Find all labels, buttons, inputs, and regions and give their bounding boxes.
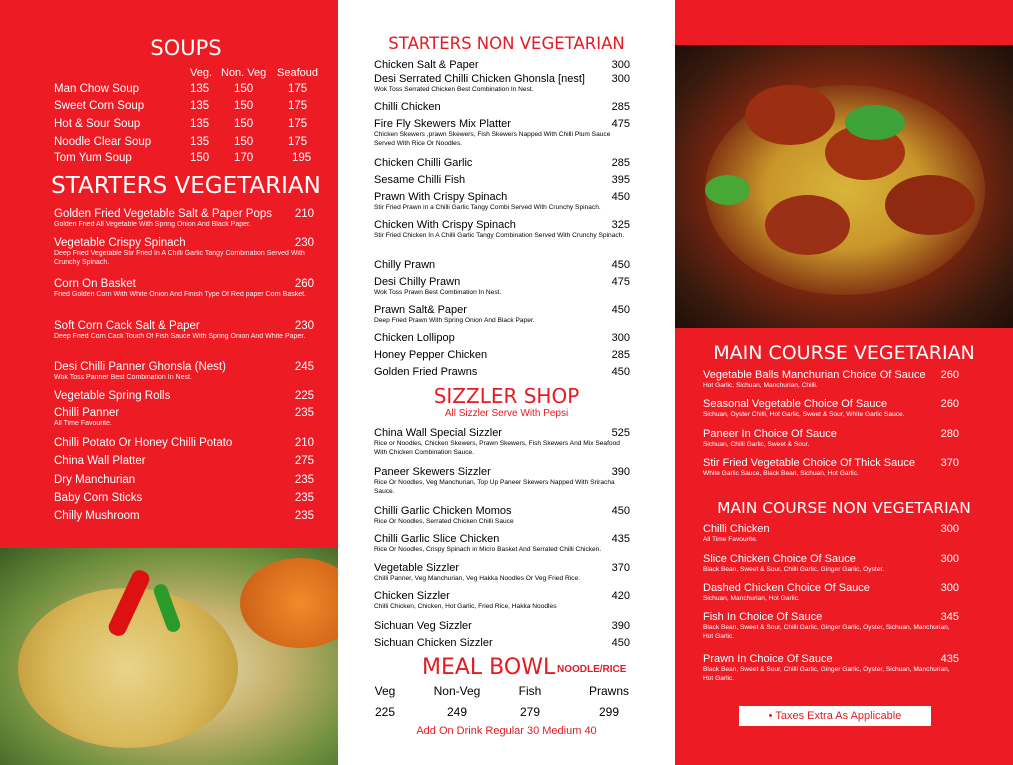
item-price: 245 — [294, 361, 314, 373]
item-name: Honey Pepper Chicken — [374, 349, 488, 361]
item-price: 235 — [294, 407, 314, 419]
starters-nonveg-title: STARTERS NON VEGETARIAN — [388, 34, 625, 53]
item-name: Seasonal Vegetable Choice Of Sauce — [703, 398, 888, 410]
menu-item — [374, 101, 630, 113]
item-name: Chilli Chicken — [374, 101, 441, 113]
menu-item — [54, 474, 314, 486]
item-desc: Chilli Chicken, Chicken, Hot Garlic, Fried Rice, Hakka Noodles — [374, 603, 557, 610]
item-name: Golden Fried Vegetable Salt & Paper Pops — [54, 208, 273, 220]
item-name: Vegetable Sizzler — [374, 562, 459, 574]
menu-item — [703, 398, 959, 419]
meal-price-prawns: 299 — [598, 705, 620, 719]
item-price: 300 — [611, 332, 630, 344]
item-price: 525 — [611, 427, 630, 439]
menu-item — [703, 523, 959, 544]
item-price: 230 — [294, 320, 314, 332]
item-price: 285 — [611, 157, 630, 169]
item-name: Chicken Chilli Garlic — [374, 157, 473, 169]
item-price: 450 — [611, 191, 630, 203]
item-desc: Rice or Noodles, Chicken Skewers, Prawn Skewers, Fish Skewers And Mix Seafood With Chicken Combination Sauce. — [374, 440, 620, 456]
item-name: Chilli Garlic Chicken Momos — [374, 505, 512, 517]
item-price: 225 — [294, 390, 314, 402]
item-desc: All Time Favourite. — [54, 420, 112, 427]
menu-item — [54, 237, 314, 267]
menu-item — [54, 492, 314, 504]
menu-item — [374, 505, 630, 526]
item-desc: Fried Golden Corn With White Onion And Finish Type Of Red paper Corn Basket. — [54, 291, 306, 298]
meal-header-prawns: Prawns — [588, 684, 629, 698]
menu-item — [703, 457, 959, 478]
item-name: Vegetable Spring Rolls — [54, 390, 171, 402]
item-price: 420 — [611, 590, 630, 602]
item-price: 300 — [940, 553, 959, 565]
item-name: Golden Fried Prawns — [374, 366, 478, 378]
item-name: Desi Serrated Chilli Chicken Ghonsla [nest] — [374, 73, 585, 85]
soup-price-nonveg: 170 — [234, 152, 254, 164]
soup-name: Tom Yum Soup — [54, 152, 132, 164]
item-name: Desi Chilli Panner Ghonsla (Nest) — [54, 361, 226, 373]
item-price: 475 — [611, 118, 630, 130]
item-desc: Wok Toss Panner Best Combination In Nest. — [54, 374, 192, 381]
menu-item — [374, 427, 630, 457]
item-name: Baby Corn Sticks — [54, 492, 143, 504]
menu-item — [703, 582, 959, 603]
item-desc: Golden Fried All Vegetable With Spring Onion And Black Paper. — [54, 221, 251, 228]
menu-item — [54, 455, 314, 467]
right-panel — [675, 0, 1013, 765]
item-price: 235 — [294, 510, 314, 522]
item-name: Chilly Mushroom — [54, 510, 140, 522]
item-desc: Black Bean, Sweet & Sour, Chilli Garlic, Ginger Garlic, Oyster, Sichuan, Manchurian, Hot Garlic. — [703, 666, 950, 682]
item-name: Chilly Prawn — [374, 259, 436, 271]
menu-item — [374, 349, 630, 361]
meal-price-fish: 279 — [519, 705, 541, 719]
item-name: Dry Manchurian — [54, 474, 136, 486]
menu-item — [54, 320, 314, 341]
menu-item — [54, 390, 314, 402]
meal-price-veg: 225 — [374, 705, 396, 719]
soup-price-veg: 135 — [190, 136, 210, 148]
soup-name: Sweet Corn Soup — [54, 100, 145, 112]
soup-row — [54, 100, 324, 116]
menu-item — [54, 437, 314, 449]
item-desc: Wok Toss Serrated Chicken Best Combination In Nest. — [374, 86, 534, 93]
item-price: 280 — [940, 428, 959, 440]
menu-item — [374, 332, 630, 344]
item-desc: Rice Or Noodles, Veg Manchurian, Top Up Paneer Skewers Napped With Sriracha Sauce. — [374, 479, 615, 495]
item-price: 450 — [611, 259, 630, 271]
item-desc: White Garlic Sauce, Black Bean, Sichuan, Hot Garlic. — [703, 470, 859, 477]
item-price: 475 — [611, 276, 630, 288]
menu-item — [374, 466, 630, 496]
soup-name: Hot & Sour Soup — [54, 118, 141, 130]
item-desc: Chicken Skewers ,prawn Skewers, Fish Skewers Napped With Chilli Plum Sauce Served With Rice Or Noodles. — [374, 131, 611, 147]
item-price: 300 — [940, 582, 959, 594]
item-desc: Rice Or Noodles, Crispy Spinach in Micro Basket And Serrated Chilli Chicken. — [374, 546, 602, 553]
item-desc: Black Bean, Sweet & Sour, Chilli Garlic, Ginger Garlic, Oyster, Sichuan, Manchurian, Hot Garlic. — [703, 624, 950, 640]
starters-veg-title: STARTERS VEGETARIAN — [51, 173, 321, 199]
soup-price-nonveg: 150 — [234, 118, 254, 130]
item-name: Chicken Salt & Paper — [374, 59, 479, 71]
soup-row — [54, 83, 324, 99]
item-price: 260 — [294, 278, 314, 290]
meal-drink-addon: Add On Drink Regular 30 Medium 40 — [416, 725, 597, 737]
item-price: 285 — [611, 101, 630, 113]
menu-item — [703, 553, 959, 574]
item-price: 370 — [611, 562, 630, 574]
item-name: Soft Corn Cack Salt & Paper — [54, 320, 200, 332]
item-price: 275 — [294, 455, 314, 467]
menu-item — [374, 304, 630, 325]
item-name: Sichuan Chicken Sizzler — [374, 637, 493, 649]
menu-item — [54, 510, 314, 522]
menu-item — [374, 533, 630, 554]
menu-item — [703, 653, 959, 683]
corn-dish-photo — [0, 548, 338, 765]
item-desc: Stir Fried Chicken In A Chilli Garlic Tangy Combination Served With Crunchy Spinach. — [374, 232, 625, 239]
soup-header-nonveg: Non. Veg — [221, 67, 267, 79]
menu-item — [374, 620, 630, 632]
item-price: 325 — [611, 219, 630, 231]
item-name: Prawn With Crispy Spinach — [374, 191, 508, 203]
item-desc: Rice Or Noodles, Serrated Chicken Chilli Sauce — [374, 518, 514, 525]
item-price: 285 — [611, 349, 630, 361]
menu-item — [54, 208, 314, 229]
item-name: China Wall Special Sizzler — [374, 427, 502, 439]
item-price: 300 — [940, 523, 959, 535]
item-price: 260 — [940, 369, 959, 381]
item-name: Chilli Panner — [54, 407, 120, 419]
soup-price-nonveg: 150 — [234, 100, 254, 112]
item-desc: Deep Fried Vegetable Stir Fried In A Chilli Garlic Tangy Combination Served With Crunchy Spinach. — [54, 250, 305, 266]
item-price: 450 — [611, 637, 630, 649]
meal-header-nonveg: Non-Veg — [433, 684, 481, 698]
menu-item — [54, 361, 314, 382]
soup-row — [54, 118, 324, 134]
item-desc: Deep Fried Corn Cack Touch Of Fish Sauce With Spring Onion And White Paper. — [54, 333, 306, 340]
item-desc: All Time Favourite. — [703, 536, 758, 543]
sizzler-subtitle: All Sizzler Serve With Pepsi — [444, 408, 569, 419]
soup-price-nonveg: 150 — [234, 83, 254, 95]
item-price: 435 — [611, 533, 630, 545]
item-price: 450 — [611, 304, 630, 316]
soup-header-veg: Veg. — [190, 67, 213, 79]
soup-name: Man Chow Soup — [54, 83, 140, 95]
item-name: Fish In Choice Of Sauce — [703, 611, 823, 623]
item-desc: Chilli Panner, Veg Manchurian, Veg Hakka Noodles Or Veg Fried Rice. — [374, 575, 580, 582]
item-name: Chicken With Crispy Spinach — [374, 219, 516, 231]
item-name: Sichuan Veg Sizzler — [374, 620, 472, 632]
tax-note: • Taxes Extra As Applicable — [739, 706, 931, 726]
item-price: 450 — [611, 505, 630, 517]
item-name: Chilli Potato Or Honey Chilli Potato — [54, 437, 233, 449]
menu-item — [703, 369, 959, 390]
item-desc: Wok Toss Prawn Best Combination In Nest. — [374, 289, 502, 296]
menu-item — [374, 562, 630, 583]
menu-item — [374, 118, 630, 148]
item-name: Dashed Chicken Choice Of Sauce — [703, 582, 870, 594]
menu-item — [374, 59, 630, 71]
soup-price-seafood: 175 — [288, 83, 308, 95]
main-veg-title: MAIN COURSE VEGETARIAN — [713, 342, 975, 364]
item-name: Corn On Basket — [54, 278, 136, 290]
soups-title: SOUPS — [150, 36, 222, 60]
middle-panel — [338, 0, 675, 765]
item-name: China Wall Platter — [54, 455, 146, 467]
item-price: 300 — [611, 59, 630, 71]
menu-item — [374, 366, 630, 378]
meal-bowl-title: MEAL BOWL — [422, 655, 556, 680]
menu-item — [374, 73, 630, 94]
top-red-band — [675, 0, 1013, 45]
item-name: Fire Fly Skewers Mix Platter — [374, 118, 511, 130]
item-name: Prawn In Choice Of Sauce — [703, 653, 833, 665]
item-desc: Deep Fried Prawn With Spring Onion And Black Paper. — [374, 317, 535, 324]
meal-price-nonveg: 249 — [446, 705, 468, 719]
item-price: 210 — [294, 437, 314, 449]
item-name: Vegetable Balls Manchurian Choice Of Sauce — [703, 369, 926, 381]
soup-row — [54, 136, 324, 152]
soup-price-seafood: 175 — [288, 136, 308, 148]
meal-header-veg: Veg — [374, 684, 396, 698]
soup-price-veg: 135 — [190, 83, 210, 95]
item-price: 300 — [611, 73, 630, 85]
item-name: Paneer Skewers Sizzler — [374, 466, 491, 478]
item-price: 395 — [611, 174, 630, 186]
item-price: 210 — [294, 208, 314, 220]
soup-price-seafood: 195 — [292, 152, 312, 164]
item-desc: Sichuan, Oyster Chilli, Hot Garlic, Sweet & Sour, White Garlic Sauce. — [703, 411, 905, 418]
item-name: Slice Chicken Choice Of Sauce — [703, 553, 856, 565]
red-background — [675, 328, 1013, 765]
menu-item — [374, 174, 630, 186]
item-price: 435 — [940, 653, 959, 665]
chilli-chicken-photo — [675, 45, 1013, 328]
menu-item — [374, 276, 630, 297]
item-desc: Sichuan, Chilli Garlic, Sweet & Sour. — [703, 441, 810, 448]
menu-item — [703, 428, 959, 449]
item-price: 370 — [940, 457, 959, 469]
item-name: Chicken Sizzler — [374, 590, 450, 602]
item-name: Chilli Garlic Slice Chicken — [374, 533, 500, 545]
menu-item — [54, 407, 314, 428]
item-price: 390 — [611, 466, 630, 478]
soup-header-seafood: Seafoud — [277, 67, 318, 79]
soup-price-veg: 150 — [190, 152, 210, 164]
soup-price-seafood: 175 — [288, 118, 308, 130]
item-name: Prawn Salt& Paper — [374, 304, 467, 316]
item-name: Chicken Lollipop — [374, 332, 455, 344]
soup-price-veg: 135 — [190, 118, 210, 130]
sizzler-title: SIZZLER SHOP — [433, 384, 580, 408]
meal-bowl-subtitle: NOODLE/RICE — [557, 664, 627, 675]
menu-item — [374, 259, 630, 271]
item-name: Desi Chilly Prawn — [374, 276, 461, 288]
menu-item — [54, 278, 314, 299]
item-name: Sesame Chilli Fish — [374, 174, 466, 186]
item-price: 230 — [294, 237, 314, 249]
menu-item — [374, 157, 630, 169]
item-price: 235 — [294, 474, 314, 486]
item-desc: Sichuan, Manchurian, Hot Garlic. — [703, 595, 800, 602]
item-name: Stir Fried Vegetable Choice Of Thick Sauce — [703, 457, 915, 469]
meal-header-fish: Fish — [518, 684, 542, 698]
soup-price-seafood: 175 — [288, 100, 308, 112]
item-name: Paneer In Choice Of Sauce — [703, 428, 837, 440]
item-price: 235 — [294, 492, 314, 504]
item-desc: Hot Garlic, Sichuan, Manchurian, Chilli. — [703, 382, 818, 389]
item-price: 390 — [611, 620, 630, 632]
soup-price-veg: 135 — [190, 100, 210, 112]
soup-row — [54, 152, 324, 168]
item-name: Chilli Chicken — [703, 523, 770, 535]
menu-item — [374, 191, 630, 212]
soup-price-nonveg: 150 — [234, 136, 254, 148]
soup-name: Noodle Clear Soup — [54, 136, 152, 148]
item-price: 450 — [611, 366, 630, 378]
menu-item — [374, 590, 630, 611]
item-desc: Stir Fried Prawn in a Chilli Garlic Tangy Combi Served With Crunchy Spinach. — [374, 204, 601, 211]
menu-item — [374, 637, 630, 649]
item-price: 260 — [940, 398, 959, 410]
left-panel — [0, 0, 338, 765]
menu-item — [703, 611, 959, 641]
menu-item — [374, 219, 630, 240]
main-nonveg-title: MAIN COURSE NON VEGETARIAN — [717, 499, 971, 517]
item-price: 345 — [940, 611, 959, 623]
item-name: Vegetable Crispy Spinach — [54, 237, 186, 249]
item-desc: Black Bean, Sweet & Sour, Chilli Garlic, Ginger Garlic, Oyster. — [703, 566, 885, 573]
